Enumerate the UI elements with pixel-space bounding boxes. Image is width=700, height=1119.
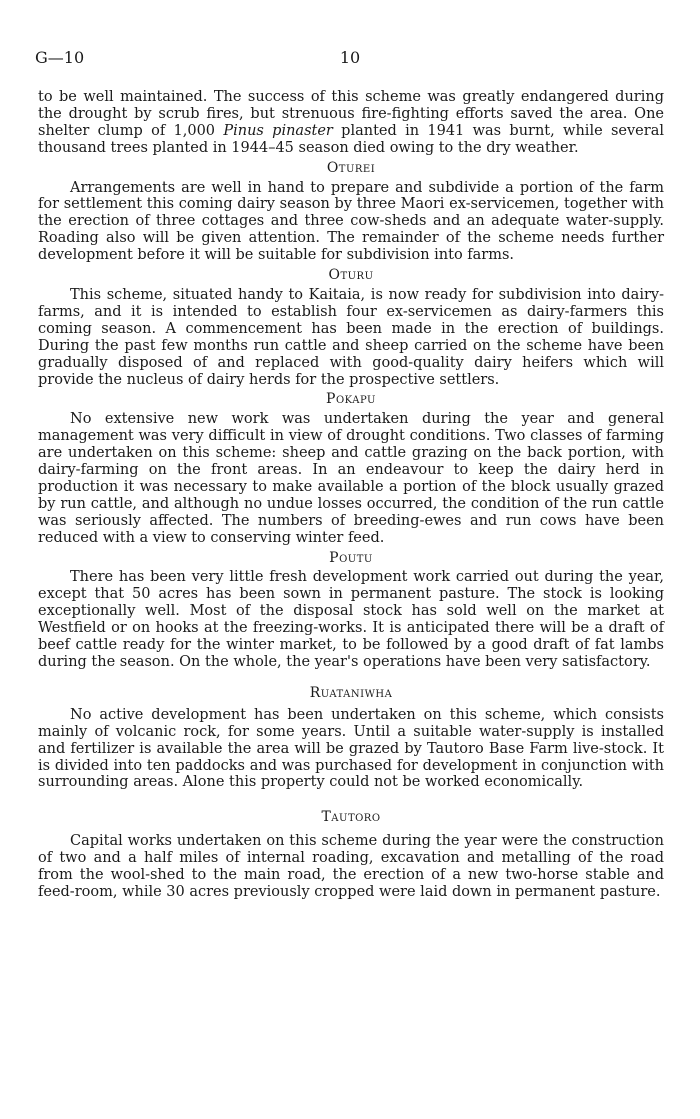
paragraph-ruataniwha: No active development has been undertaken on this scheme, which consists mainly of volcanic rock, for some years. Until a suitable water-supply is installed and fertilizer is available the area will be grazed by Tautoro Base Farm live-stock. It is divided into ten paddocks and was purchased for development in conjunction with surrounding areas. Alone this property could not be worked economically.	[38, 706, 664, 791]
heading-pokapu: Pokapu	[326, 391, 376, 408]
intro-species-name: Pinus pinaster	[223, 122, 333, 139]
paragraph-oturu: This scheme, situated handy to Kaitaia, is now ready for subdivision into dairy-farms, and it is intended to establish four ex-servicemen as dairy-farmers this coming season. A commencement has been made in the erection of buildings. During the past few months run cattle and sheep carried on the scheme have been gradually disposed of and replaced with good-quality dairy heifers which will provide the nucleus of dairy herds for the prospective settlers.	[38, 286, 664, 388]
heading-poutu: Poutu	[329, 549, 373, 566]
heading-ruataniwha: Ruataniwha	[309, 684, 393, 701]
document-code: G—10	[35, 48, 85, 67]
paragraph-pokapu: No extensive new work was undertaken during the year and general management was very difficult in view of drought conditions. Two classes of farming are undertaken on this scheme: sheep and cattle grazing on the back portion, with dairy-farming on the front areas. In an endeavour to keep the dairy herd in production it was necessary to make available a portion of the block usually grazed by run cattle, and although no undue losses occurred, the condition of the run cattle was seriously affected. The numbers of breeding-ewes and run cows have been reduced with a view to conserving winter feed.	[38, 411, 664, 546]
paragraph-poutu: There has been very little fresh development work carried out during the year, except that 50 acres has been sown in permanent pasture. The stock is looking exceptionally well. Most of the disposal stock has sold well on the market at Westfield or on hooks at the freezing-works. It is anticipated there will be a draft of beef cattle ready for the winter market, to be followed by a good draft of fat lambs during the season. On the whole, the year's operations have been very satisfactory.	[38, 569, 664, 670]
document-body	[38, 89, 664, 901]
heading-oturu: Oturu	[328, 267, 374, 284]
intro-text-start: to be well maintained. The success of this scheme was greatly endangered during the drought by scrub fires, but strenuous fire-fighting efforts saved the area. One shelter clump of 1,000	[38, 89, 664, 139]
page-number: 10	[339, 48, 361, 67]
paragraph-oturei: Arrangements are well in hand to prepare and subdivide a portion of the farm for settlement this coming dairy season by three Maori ex-servicemen, together with the erection of three cottages and three cow-sheds and an adequate water-supply. Roading also will be given attention. The remainder of the scheme needs further development before it will be suitable for subdivision into farms.	[38, 179, 664, 264]
heading-tautoro: Tautoro	[321, 809, 381, 826]
paragraph-tautoro: Capital works undertaken on this scheme during the year were the construction of two and a half miles of internal roading, excavation and metalling of the road from the wool-shed to the main road, the erection of a new two-horse stable and feed-room, while 30 acres previously cropped were laid down in permanent pasture.	[38, 833, 664, 900]
intro-text-end: planted in 1941 was burnt, while several thousand trees planted in 1944–45 season died owing to the dry weather.	[38, 122, 664, 156]
intro-paragraph	[38, 89, 664, 157]
heading-oturei: Oturei	[326, 159, 376, 176]
